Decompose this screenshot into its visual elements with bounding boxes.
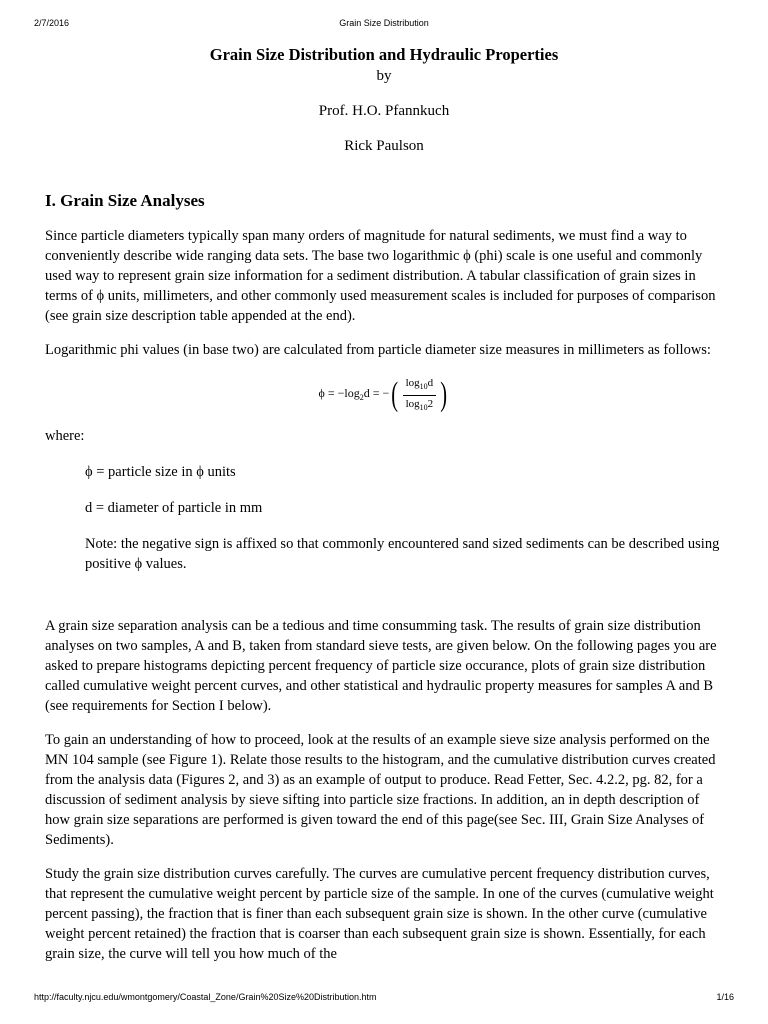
paragraph-separation-analysis: A grain size separation analysis can be a tedious and time consumming task. The results of grain size distribution analyses on two samples, A and B, taken from standard sieve tests, are given below. On the following pages you are asked to prepare histograms depicting percent frequency of particle size occurance, plots of grain size distribution called cumulative weight percent curves, and other statistical and hydraulic property measures for samples A and B (see requirements for Section I below). bbox=[45, 618, 717, 714]
author-1: Prof. H.O. Pfannkuch bbox=[318, 103, 450, 119]
paragraph-phi-calc: Logarithmic phi values (in base two) are calculated from particle diameter size measures in millimeters as follows: bbox=[45, 342, 711, 358]
where-label: where: bbox=[45, 428, 85, 444]
byline: by bbox=[376, 68, 392, 84]
note-negative-sign: Note: the negative sign is affixed so that commonly encountered sand sized sediments can be described using positive ϕ values. bbox=[85, 536, 720, 572]
source-url: http://faculty.njcu.edu/wmontgomery/Coastal_Zone/Grain%20Size%20Distribution.htm bbox=[34, 992, 377, 1002]
equation-lhs: $\phi = -\log_2d$ = − bbox=[318, 385, 390, 402]
page-number: 1/16 bbox=[716, 992, 734, 1002]
definition-phi: ϕ = particle size in ϕ units bbox=[85, 464, 236, 480]
document-body bbox=[45, 44, 723, 964]
fraction-numerator: $\log_{10}d$ bbox=[403, 376, 437, 396]
author-2: Rick Paulson bbox=[344, 138, 424, 154]
section-heading: I. Grain Size Analyses bbox=[45, 191, 205, 210]
paragraph-distribution-curves: Study the grain size distribution curves carefully. The curves are cumulative percent frequency distribution curves, that represent the cumulative weight percent by particle size of the sample. In one of the curves (cumulative weight percent passing), the fraction that is finer than each subsequent grain size is shown. In the other curve (cumulative weight percent retained) the fraction that is coarser than each subsequent grain size is shown. Essentially, for each grain size, the curve will tell you how much of the bbox=[45, 866, 714, 962]
paragraph-phi-scale: Since particle diameters typically span many orders of magnitude for natural sediments, we must find a way to conveniently describe wide ranging data sets. The base two logarithmic ϕ (phi) scale is one useful and commonly used way to represent grain size information for a sediment distribution. A tabular classification of grain sizes in terms of ϕ units, millimeters, and other commonly used measurement scales is included for purposes of comparison (see grain size description table appended at the end). bbox=[45, 228, 716, 324]
right-paren: ) bbox=[440, 376, 448, 413]
definition-d: d = diameter of particle in mm bbox=[85, 500, 263, 516]
print-date: 2/7/2016 bbox=[34, 18, 70, 28]
print-page-title: Grain Size Distribution bbox=[339, 18, 429, 28]
paragraph-example-analysis: To gain an understanding of how to proceed, look at the results of an example sieve size analysis performed on the MN 104 sample (see Figure 1). Relate those results to the histogram, and the cumulative distribution curves created from the analysis data (Figures 2, and 3) as an example of output to produce. Read Fetter, Sec. 4.2.2, pg. 82, for a discussion of sediment analysis by sieve sifting into particle size fractions. In addition, an in depth description of how grain size separations are performed is given toward the end of this page(see Sec. III, Grain Size Analyses of Sediments). bbox=[45, 732, 716, 848]
phi-equation bbox=[45, 372, 723, 418]
left-paren: ( bbox=[391, 376, 399, 413]
document-title: Grain Size Distribution and Hydraulic Properties bbox=[209, 45, 559, 64]
equation-fraction bbox=[403, 376, 437, 415]
fraction-denominator: $\log_{10}2$ bbox=[405, 397, 434, 412]
